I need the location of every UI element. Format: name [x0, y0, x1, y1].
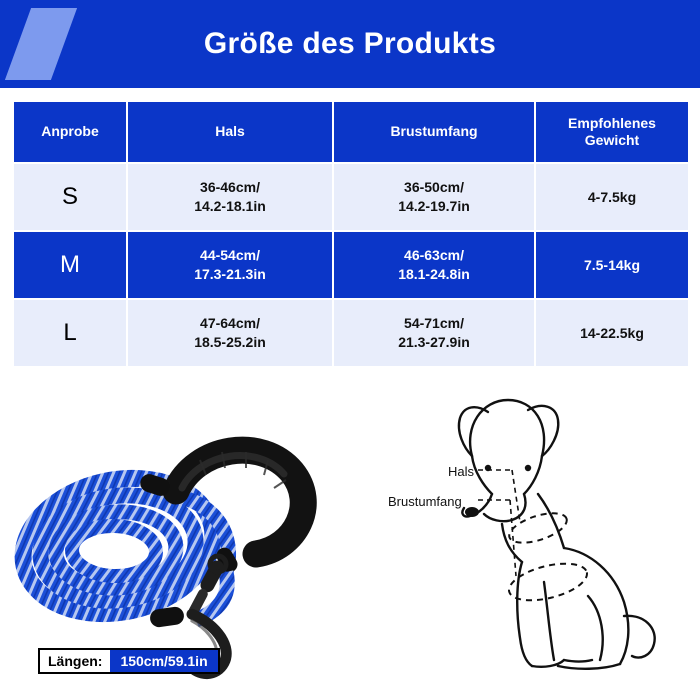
cell-neck-l: [127, 299, 333, 367]
cell-neck-s: [127, 163, 333, 231]
cell-chest-l: [333, 299, 535, 367]
cell-weight-l: 14-22.5kg: [535, 299, 689, 367]
header-slash-decoration: [5, 8, 77, 80]
dog-line-drawing: [352, 376, 700, 686]
dog-measurement-diagram: [352, 376, 700, 686]
callout-label-hals: Hals: [448, 464, 475, 479]
cell-neck-l-cm: 47-64cm/: [200, 315, 260, 332]
cell-neck-s-cm: 36-46cm/: [200, 179, 260, 196]
length-value: 150cm/59.1in: [110, 650, 217, 672]
table-header: [13, 101, 689, 163]
cell-weight-s: 4-7.5kg: [535, 163, 689, 231]
cell-neck-m-cm: 44-54cm/: [200, 247, 260, 264]
header-banner: [0, 0, 700, 88]
table-row: [13, 231, 689, 299]
column-header-hals: Hals: [127, 101, 333, 163]
column-header-anprobe: Anprobe: [13, 101, 127, 163]
cell-neck-m: [127, 231, 333, 299]
table-row: [13, 163, 689, 231]
cell-neck-l-in: 18.5-25.2in: [194, 334, 266, 350]
cell-chest-l-cm: 54-71cm/: [404, 315, 464, 332]
table-row: [13, 299, 689, 367]
cell-chest-s: [333, 163, 535, 231]
cell-chest-s-cm: 36-50cm/: [404, 179, 464, 196]
leash-illustration: [0, 376, 348, 686]
cell-weight-m: 7.5-14kg: [535, 231, 689, 299]
cell-neck-s-in: 14.2-18.1in: [194, 198, 266, 214]
bottom-section: [0, 376, 700, 686]
size-table-wrapper: [0, 88, 700, 368]
length-label: Längen:: [40, 650, 110, 672]
table-body: [13, 163, 689, 367]
cell-chest-s-in: 14.2-19.7in: [398, 198, 470, 214]
cell-chest-m-in: 18.1-24.8in: [398, 266, 470, 282]
length-badge: [38, 648, 220, 674]
size-table: [12, 100, 690, 368]
cell-chest-l-in: 21.3-27.9in: [398, 334, 470, 350]
cell-chest-m: [333, 231, 535, 299]
cell-size-s: S: [13, 163, 127, 231]
column-header-brustumfang: Brustumfang: [333, 101, 535, 163]
product-photo: [0, 376, 348, 686]
neck-measure-loop: [506, 507, 570, 548]
page-title: Größe des Produkts: [203, 27, 497, 60]
table-header-row: [13, 101, 689, 163]
cell-chest-m-cm: 46-63cm/: [404, 247, 464, 264]
cell-size-l: L: [13, 299, 127, 367]
callout-label-brustumfang: Brustumfang: [388, 494, 462, 509]
cell-neck-m-in: 17.3-21.3in: [194, 266, 266, 282]
cell-size-m: M: [13, 231, 127, 299]
column-header-gewicht: Empfohlenes Gewicht: [535, 101, 689, 163]
